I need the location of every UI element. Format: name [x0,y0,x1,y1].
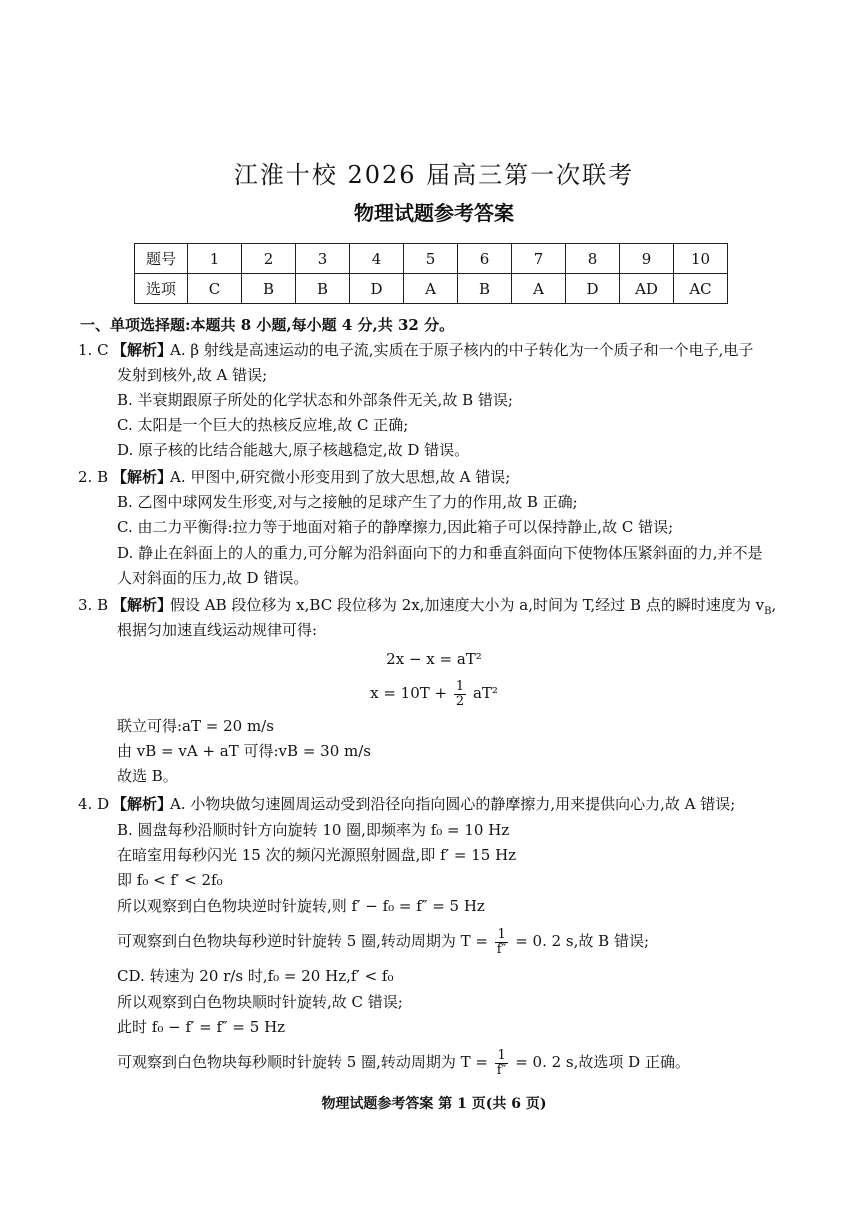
q1-number: 1. C [78,341,109,359]
page-title: 江淮十校 2026 届高三第一次联考 [233,161,635,189]
fraction-numerator: 1 [495,1049,509,1064]
question-number-cell: 10 [674,244,728,274]
question-number-cell: 1 [188,244,242,274]
fraction-denominator: 2 [455,693,465,709]
question-number-cell: 6 [458,244,512,274]
period-d-left: 可观察到白色物块每秒顺时针旋转 5 圈,转动周期为 T = [117,1053,488,1071]
q1-line: A. β 射线是高速运动的电子流,实质在于原子核内的中子转化为一个质子和一个电子,电子 [170,341,754,359]
fraction [454,680,466,709]
eq2-left: x = 10T + [370,684,448,702]
eq2-right: aT² [472,684,498,702]
q1-line: B. 半衰期跟原子所处的化学状态和外部条件无关,故 B 错误; [117,391,513,409]
answer-cell: B [296,274,350,304]
answer-cell: AD [620,274,674,304]
answer-table-row-numbers [135,244,728,274]
page-subtitle: 物理试题参考答案 [354,201,514,225]
question-number-cell: 8 [566,244,620,274]
q1-line: 发射到核外,故 A 错误; [117,366,268,384]
q4-line: 此时 f₀ − f′ = f″ = 5 Hz [117,1018,286,1036]
fraction [495,928,509,957]
section-heading: 一、单项选择题:本题共 8 小题,每小题 4 分,共 32 分。 [80,316,455,334]
question-number-cell: 5 [404,244,458,274]
q3-tag: 【解析】 [112,596,173,614]
q3-after-line: 由 vB = vA + aT 可得:vB = 30 m/s [117,742,371,760]
q3-number: 3. B [78,596,109,614]
row-label-number: 题号 [135,244,188,274]
q2-tag: 【解析】 [112,468,173,486]
period-b-right: = 0. 2 s,故 B 错误; [515,932,650,950]
answer-cell: B [242,274,296,304]
q3-after-line: 故选 B。 [117,767,178,785]
answer-cell: A [512,274,566,304]
q2-line: A. 甲图中,研究微小形变用到了放大思想,故 A 错误; [170,468,511,486]
q2-line: D. 静止在斜面上的人的重力,可分解为沿斜面向下的力和垂直斜面向下使物体压紧斜面的力,并不是 [117,544,763,562]
q2-number: 2. B [78,468,109,486]
fraction-denominator: f″ [496,1062,507,1078]
fraction-numerator: 1 [455,678,465,694]
answer-table [134,243,728,304]
q3-after-line: 联立可得:aT = 20 m/s [117,717,274,735]
q4-line: 所以观察到白色物块顺时针旋转,故 C 错误; [117,993,403,1011]
row-label-answer: 选项 [135,274,188,304]
q2-line: 人对斜面的压力,故 D 错误。 [117,569,309,587]
answer-cell: D [350,274,404,304]
fraction-numerator: 1 [495,928,509,943]
q4-line: CD. 转速为 20 r/s 时,f₀ = 20 Hz,f′ < f₀ [117,967,394,985]
period-d-right: = 0. 2 s,故选项 D 正确。 [515,1053,690,1071]
question-number-cell: 3 [296,244,350,274]
fraction [495,1049,509,1078]
q3-line-text: 假设 AB 段位移为 x,BC 段位移为 2x,加速度大小为 a,时间为 T,经过 B 点的瞬时速度为 v [170,596,765,614]
q3-equation-2 [0,677,868,709]
q4-line: A. 小物块做匀速圆周运动受到沿径向指向圆心的静摩擦力,用来提供向心力,故 A 错误; [170,795,736,813]
q3-equation-1: 2x − x = aT² [386,650,482,668]
question-number-cell: 7 [512,244,566,274]
q3-line: 假设 AB 段位移为 x,BC 段位移为 2x,加速度大小为 a,时间为 T,经过 B 点的瞬时速度为 $v_B$, [170,596,777,617]
question-number-cell: 2 [242,244,296,274]
page-footer: 物理试题参考答案 第 1 页(共 6 页) [321,1096,547,1112]
answer-table-row-answers [135,274,728,304]
q4-line: B. 圆盘每秒沿顺时针方向旋转 10 圈,即频率为 f₀ = 10 Hz [117,821,510,839]
q4-period-d [117,1046,690,1078]
q1-line: D. 原子核的比结合能越大,原子核越稳定,故 D 错误。 [117,441,470,459]
q4-line: 在暗室用每秒闪光 15 次的频闪光源照射圆盘,即 f′ = 15 Hz [117,846,517,864]
period-b-left: 可观察到白色物块每秒逆时针旋转 5 圈,转动周期为 T = [117,932,488,950]
answer-cell: B [458,274,512,304]
answer-cell: C [188,274,242,304]
q2-line: B. 乙图中球网发生形变,对与之接触的足球产生了力的作用,故 B 正确; [117,493,578,511]
question-number-cell: 9 [620,244,674,274]
answer-cell: AC [674,274,728,304]
q4-period-b [117,925,649,957]
q3-line: 根据匀加速直线运动规律可得: [117,621,318,639]
q1-tag: 【解析】 [112,341,173,359]
fraction-denominator: f″ [496,941,507,957]
question-number-cell: 4 [350,244,404,274]
answer-cell: A [404,274,458,304]
q4-tag: 【解析】 [112,795,173,813]
q4-line: 所以观察到白色物块逆时针旋转,则 f′ − f₀ = f″ = 5 Hz [117,897,485,915]
q1-line: C. 太阳是一个巨大的热核反应堆,故 C 正确; [117,416,409,434]
q2-line: C. 由二力平衡得:拉力等于地面对箱子的静摩擦力,因此箱子可以保持静止,故 C 错误; [117,518,674,536]
q4-line: 即 f₀ < f′ < 2f₀ [117,871,223,889]
q4-number: 4. D [78,795,110,813]
answer-cell: D [566,274,620,304]
